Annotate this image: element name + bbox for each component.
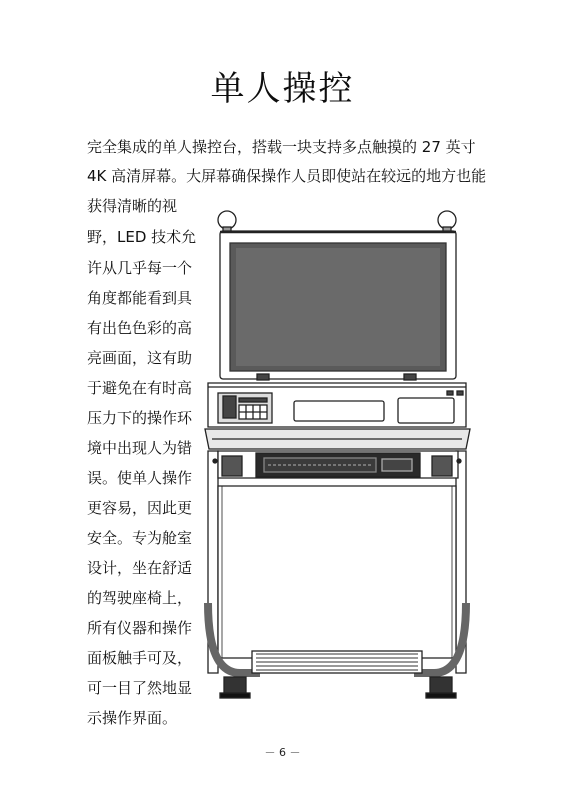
wrapped-text-line: 获得清晰的视	[87, 197, 178, 215]
wrapped-text-line: 角度都能看到具	[87, 289, 193, 307]
foot-left	[220, 677, 250, 698]
wrapped-text-line: 示操作界面。	[87, 709, 178, 727]
lower-cabinet	[218, 486, 456, 658]
vent-right	[432, 456, 452, 476]
wrapped-text-line: 更容易，因此更	[87, 499, 193, 517]
lifting-eye-left	[218, 211, 236, 233]
wrapped-text-line: 设计，坐在舒适	[87, 559, 193, 577]
wrapped-text-line: 面板触手可及，	[87, 649, 193, 667]
paragraph-line: 4K 高清屏幕。大屏幕确保操作人员即使站在较远的地方也能	[87, 167, 487, 185]
wrapped-text-line: 安全。专为舱室	[87, 529, 193, 547]
rack-equipment-unit	[256, 453, 420, 477]
wrapped-text-line: 亮画面，这有助	[87, 349, 193, 367]
vent-left	[222, 456, 242, 476]
floor-grate	[252, 651, 422, 673]
page-number: － 6 －	[264, 746, 301, 759]
single-operator-console-illustration	[200, 203, 475, 709]
page-title: 单人操控	[210, 69, 355, 109]
wrapped-text-line: 有出色色彩的高	[87, 319, 193, 337]
wrapped-text-line: 可一目了然地显	[87, 679, 193, 697]
wrapped-text-line: 压力下的操作环	[87, 409, 193, 427]
wrapped-text-line: 许从几乎每一个	[87, 259, 193, 277]
control-desk	[208, 383, 466, 427]
wrapped-text-line: 境中出现人为错	[87, 439, 193, 457]
lifting-eye-right	[438, 211, 456, 233]
wrapped-text-line: 野，LED 技术允	[87, 228, 197, 246]
wrapped-text-line: 误。使单人操作	[87, 469, 193, 487]
paragraph-line: 完全集成的单人操控台，搭载一块支持多点触摸的 27 英寸	[87, 138, 476, 156]
wrapped-text-line: 于避免在有时高	[87, 379, 193, 397]
wrapped-text-line: 所有仪器和操作	[87, 619, 193, 637]
monitor	[220, 231, 456, 380]
foot-right	[426, 677, 456, 698]
wrapped-text-line: 的驾驶座椅上，	[87, 589, 193, 607]
